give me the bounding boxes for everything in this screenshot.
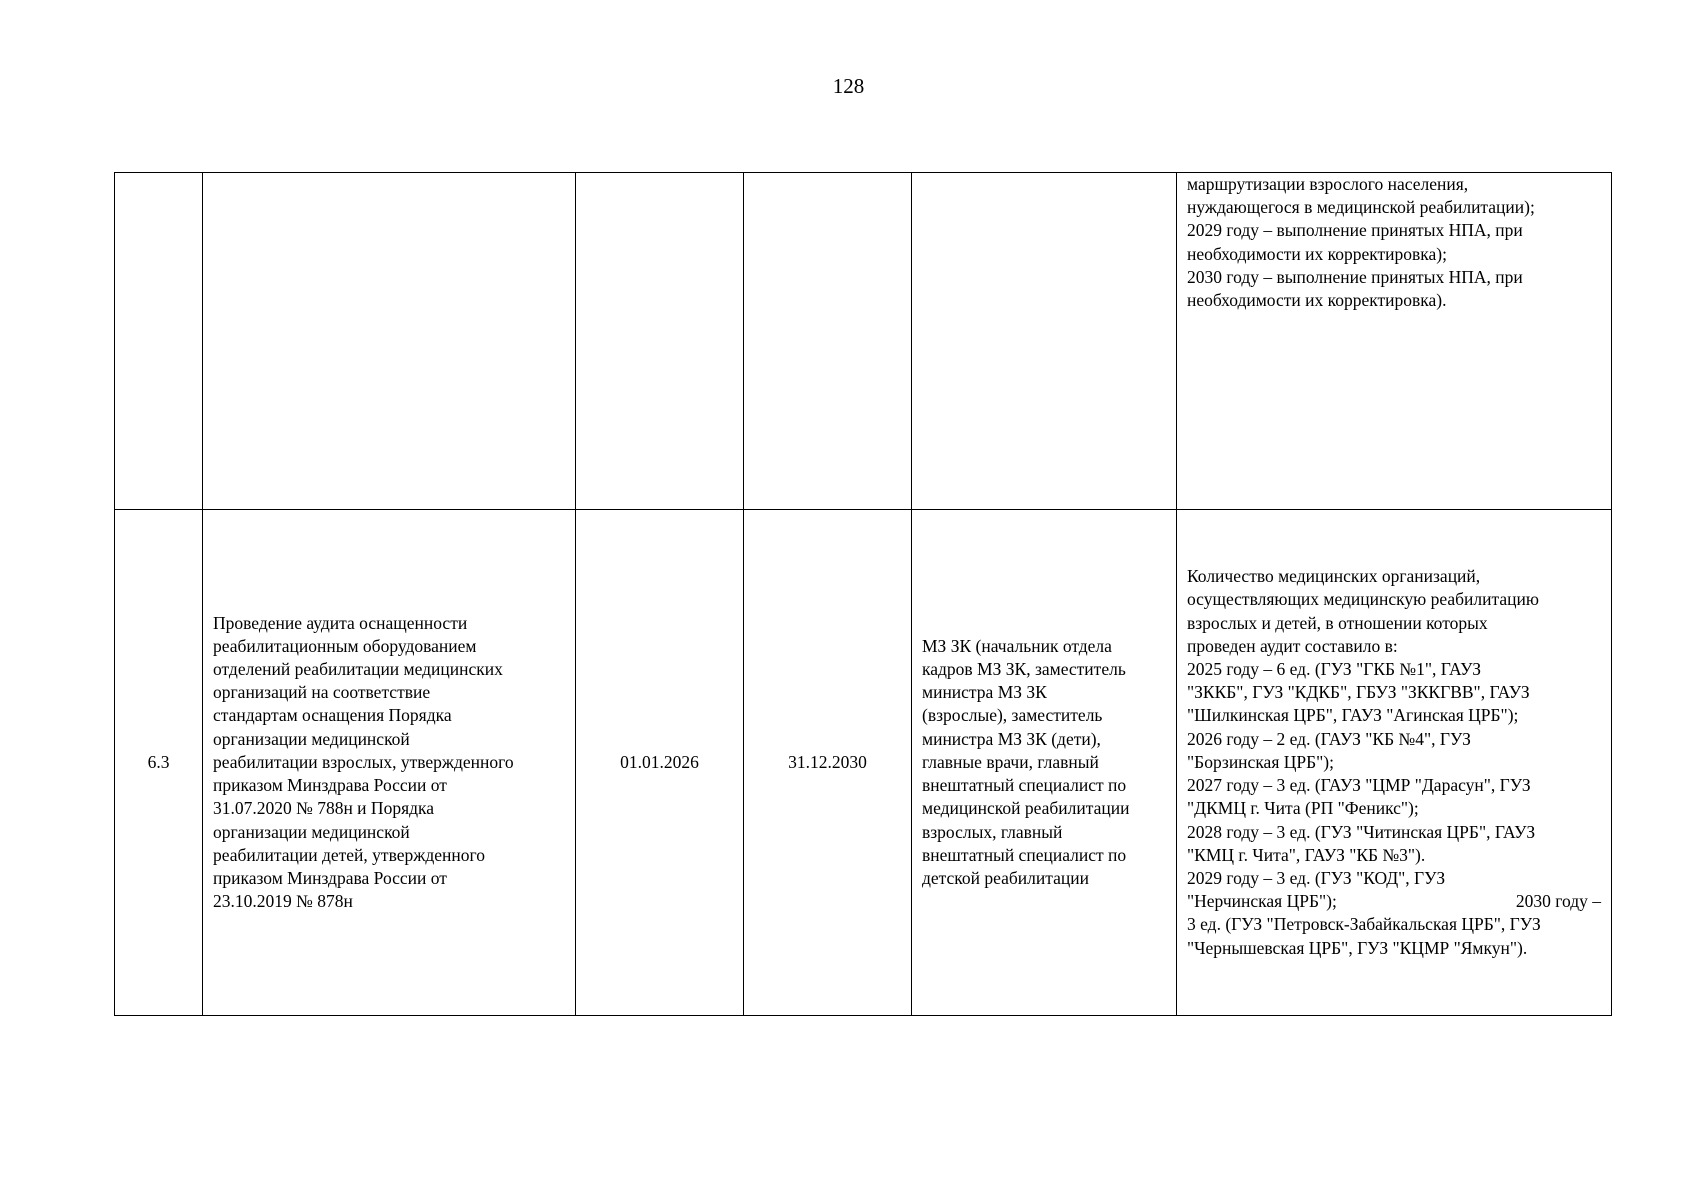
result-line: "ЗККБ", ГУЗ "КДКБ", ГБУЗ "ЗККГВВ", ГАУЗ bbox=[1187, 682, 1530, 703]
start-date-cell bbox=[576, 173, 744, 510]
result-line: 2030 году – выполнение принятых НПА, при bbox=[1187, 266, 1523, 287]
description-line: реабилитационным оборудованием bbox=[213, 635, 477, 656]
result-line: необходимости их корректировка). bbox=[1187, 290, 1447, 311]
description-line: приказом Минздрава России от bbox=[213, 775, 447, 796]
result-line: осуществляющих медицинскую реабилитацию bbox=[1187, 589, 1539, 610]
responsible-cell bbox=[912, 510, 1177, 1016]
responsible-line: министра МЗ ЗК (дети), bbox=[922, 728, 1101, 749]
row-number: 6.3 bbox=[115, 510, 203, 1016]
description-line: реабилитации взрослых, утвержденного bbox=[213, 751, 514, 772]
responsible-line: министра МЗ ЗК bbox=[922, 682, 1047, 703]
responsible-line: внештатный специалист по bbox=[922, 775, 1127, 796]
result-line: проведен аудит составило в: bbox=[1187, 635, 1398, 656]
description-line: реабилитации детей, утвержденного bbox=[213, 844, 485, 865]
result-line: 2027 году – 3 ед. (ГАУЗ "ЦМР "Дарасун", ГУЗ bbox=[1187, 775, 1531, 796]
result-line: "ДКМЦ г. Чита (РП "Феникс"); bbox=[1187, 798, 1419, 819]
result-line: 2025 году – 6 ед. (ГУЗ "ГКБ №1", ГАУЗ bbox=[1187, 659, 1482, 680]
table-row-continued bbox=[115, 173, 1612, 510]
result-split-line bbox=[1187, 890, 1601, 913]
result-line: необходимости их корректировка); bbox=[1187, 243, 1447, 264]
result-line: "Шилкинская ЦРБ", ГАУЗ "Агинская ЦРБ"); bbox=[1187, 705, 1519, 726]
result-line: взрослых и детей, в отношении которых bbox=[1187, 612, 1488, 633]
table-row-6-3 bbox=[115, 510, 1612, 1016]
responsible-line: (взрослые), заместитель bbox=[922, 705, 1103, 726]
result-split-left: "Нерчинская ЦРБ"); bbox=[1187, 891, 1337, 912]
responsible-line: внештатный специалист по bbox=[922, 844, 1127, 865]
responsible-line: кадров МЗ ЗК, заместитель bbox=[922, 659, 1126, 680]
start-date: 01.01.2026 bbox=[576, 510, 744, 1016]
result-line: 2026 году – 2 ед. (ГАУЗ "КБ №4", ГУЗ bbox=[1187, 728, 1471, 749]
result-line: нуждающегося в медицинской реабилитации); bbox=[1187, 197, 1535, 218]
end-date: 31.12.2030 bbox=[744, 510, 912, 1016]
description-line: отделений реабилитации медицинских bbox=[213, 659, 503, 680]
description-cell bbox=[203, 510, 576, 1016]
result-cell bbox=[1177, 173, 1612, 510]
description-line: 31.07.2020 № 788н и Порядка bbox=[213, 798, 435, 819]
result-split-right: 2030 году – bbox=[1515, 891, 1601, 912]
result-line: Количество медицинских организаций, bbox=[1187, 566, 1481, 587]
result-cell bbox=[1177, 510, 1612, 1016]
result-line: 2029 году – 3 ед. (ГУЗ "КОД", ГУЗ bbox=[1187, 867, 1446, 888]
description-line: стандартам оснащения Порядка bbox=[213, 705, 452, 726]
responsible-cell bbox=[912, 173, 1177, 510]
plan-table bbox=[114, 172, 1612, 1016]
page-number: 128 bbox=[832, 74, 865, 98]
description-line: Проведение аудита оснащенности bbox=[213, 612, 468, 633]
responsible-line: главные врачи, главный bbox=[922, 751, 1099, 772]
result-line: "Чернышевская ЦРБ", ГУЗ "КЦМР "Ямкун"). bbox=[1187, 937, 1528, 958]
result-line: 2029 году – выполнение принятых НПА, при bbox=[1187, 220, 1523, 241]
description-line: 23.10.2019 № 878н bbox=[213, 891, 353, 912]
responsible-line: детской реабилитации bbox=[922, 867, 1089, 888]
description-line: приказом Минздрава России от bbox=[213, 867, 447, 888]
responsible-line: взрослых, главный bbox=[922, 821, 1063, 842]
result-line: "Борзинская ЦРБ"); bbox=[1187, 751, 1334, 772]
result-line: 2028 году – 3 ед. (ГУЗ "Читинская ЦРБ", ГАУЗ bbox=[1187, 821, 1536, 842]
result-line: маршрутизации взрослого населения, bbox=[1187, 174, 1469, 194]
end-date-cell bbox=[744, 173, 912, 510]
description-cell bbox=[203, 173, 576, 510]
result-line: 3 ед. (ГУЗ "Петровск-Забайкальская ЦРБ", ГУЗ bbox=[1187, 914, 1541, 935]
description-line: организаций на соответствие bbox=[213, 682, 431, 703]
number-cell bbox=[115, 173, 203, 510]
description-line: организации медицинской bbox=[213, 728, 410, 749]
result-line: "КМЦ г. Чита", ГАУЗ "КБ №3"). bbox=[1187, 844, 1426, 865]
responsible-line: медицинской реабилитации bbox=[922, 798, 1130, 819]
responsible-line: МЗ ЗК (начальник отдела bbox=[922, 635, 1112, 656]
description-line: организации медицинской bbox=[213, 821, 410, 842]
